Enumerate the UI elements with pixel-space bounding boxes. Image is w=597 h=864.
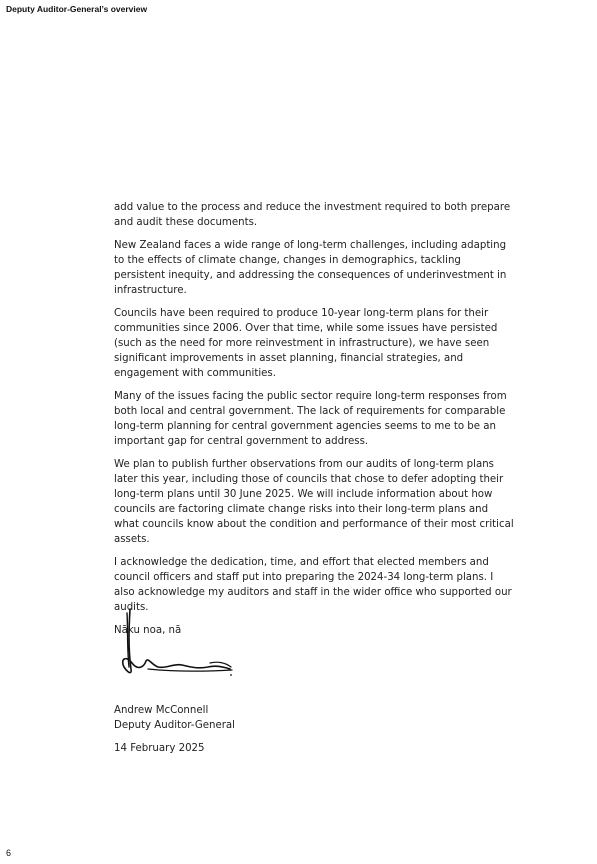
- paragraph: Councils have been required to produce 10-year long-term plans for their communities since 2006. Over that time, while some issues have persisted (such as the need for more reinvestment in infrastructure), we have seen significant improvements in asset planning, financial strategies, and engagement with communities.: [114, 308, 498, 379]
- paragraph: We plan to publish further observations from our audits of long-term plans later this year, including those of councils that chose to defer adopting their long-term plans until 30 June 2025. We will include information about how councils are factoring climate change risks into their long-term plans and what councils know about the condition and performance of their most critical assets.: [114, 459, 514, 545]
- signatory-name: Andrew McConnell: [114, 705, 209, 716]
- paragraph: New Zealand faces a wide range of long-term challenges, including adapting to the effects of climate change, changes in demographics, tackling persistent inequity, and addressing the consequences of underinvestment in infrastructure.: [114, 240, 507, 296]
- closing-salutation: Nāku noa, nā: [114, 625, 182, 636]
- page-number: 6: [6, 848, 12, 858]
- signatory-title: Deputy Auditor-General: [114, 720, 235, 731]
- section-header: Deputy Auditor-General’s overview: [6, 4, 148, 14]
- overview-body: [114, 200, 514, 646]
- paragraph: Many of the issues facing the public sector require long-term responses from both local and central government. The lack of requirements for comparable long-term planning for central government agencies seems to me to be an important gap for central government to address.: [114, 391, 507, 447]
- paragraph: add value to the process and reduce the investment required to both prepare and audit these documents.: [114, 202, 511, 228]
- signoff-block: [114, 703, 235, 733]
- paragraph: I acknowledge the dedication, time, and effort that elected members and council officers and staff put into preparing the 2024-34 long-term plans. I also acknowledge my auditors and staff in the wider office who supported our audits.: [114, 557, 512, 613]
- handwritten-signature: [118, 607, 238, 679]
- letter-date: 14 February 2025: [114, 743, 205, 754]
